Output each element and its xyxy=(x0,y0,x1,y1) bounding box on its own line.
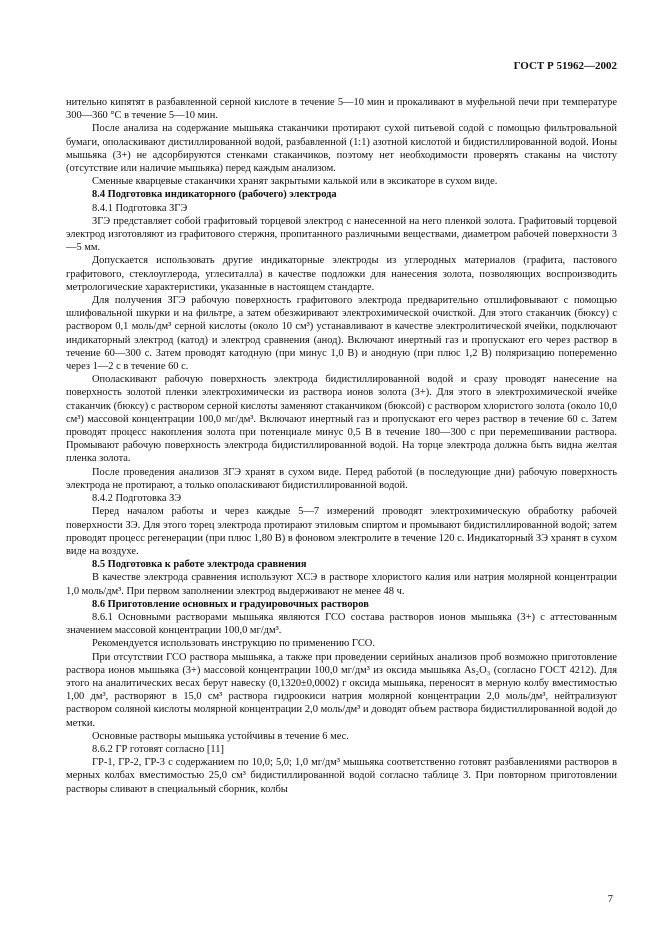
paragraph: Ополаскивают рабочую поверхность электрода бидистиллированной водой и сразу проводят нанесение на поверхность золотой пленки электрохимически из раствора ионов золота (3+). Для этого в электрохимической ячейке стаканчик (бюксу) с раствором серной кислоты заменяют стаканчиком (бюксой) с раствором хлористого золота (около 10,0 см³) массовой концентрации 100,0 мг/дм³. Включают инертный газ и пропускают его через раствор в течение 60 с. Затем проводят процесс накопления золота при потенциале минус 0,5 В в течение 180—300 с при перемешивании раствора. Промывают рабочую поверхность электрода бидистиллированной водой. На торце электрода должна быть видна желтая пленка золота. xyxy=(66,374,617,465)
paragraph: Перед началом работы и через каждые 5—7 измерений проводят электрохимическую обработку рабочей поверхности ЗЭ. Для этого торец электрода протирают этиловым спиртом и промывают бидистиллированной водой; затем проводят процесс регенерации (при плюс 1,80 В) в фоновом электролите в течение 120 с. Индикаторный ЗЭ хранят в сухом виде на воздухе. xyxy=(66,506,617,557)
paragraph: Основные растворы мышьяка устойчивы в течение 6 мес. xyxy=(92,730,349,742)
paragraph: 8.6.1 Основными растворами мышьяка являются ГСО состава растворов ионов мышьяка (3+) с аттестованным значением массовой концентрации 100,0 мг/дм³. xyxy=(66,611,617,637)
paragraph: После проведения анализов ЗГЭ хранят в сухом виде. Перед работой (в последующие дни) рабочую поверхность электрода не протирают, а только ополаскивают бидистиллированной водой. xyxy=(66,466,617,491)
section-heading: 8.6 Приготовление основных и градуировочных растворов xyxy=(92,598,369,610)
page-number: 7 xyxy=(607,894,613,905)
paragraph: В качестве электрода сравнения используют ХСЭ в растворе хлористого калия или натрия молярной концентрации 1,0 моль/дм³. При первом заполнении электрод выдерживают не менее 48 ч. xyxy=(66,572,617,597)
paragraph: ГР-1, ГР-2, ГР-3 с содержанием по 10,0; 5,0; 1,0 мг/дм³ мышьяка соответственно готовят разбавлениями растворов в мерных колбах вместимостью 25,0 см³ бидистиллированной водой согласно таблице 3. При повторном приготовлении растворы сливают в специальный сборник, колбы xyxy=(66,757,617,795)
document-body xyxy=(66,96,617,796)
section-heading: 8.4 Подготовка индикаторного (рабочего) электрода xyxy=(92,189,337,201)
paragraph: Допускается использовать другие индикаторные электроды из углеродных материалов (графита, пастового графитового, стеклоуглерода, углеситалла) в качестве подложки для нанесения золота, позволяющих воспроизводить метрологические характеристики, указанные в настоящем стандарте. xyxy=(66,255,617,293)
paragraph: Сменные кварцевые стаканчики хранят закрытыми калькой или в эксикаторе в сухом виде. xyxy=(92,176,498,188)
document-header: ГОСТ Р 51962—2002 xyxy=(513,60,617,72)
paragraph: Для получения ЗГЭ рабочую поверхность графитового электрода предварительно отшлифовывают с помощью шлифовальной шкурки и на фильтре, а затем обезжиривают электрохимической очисткой. Для этого стаканчик (бюксу) с раствором 0,1 моль/дм³ серной кислоты (около 10 см³) устанавливают в качестве электролитической ячейки, подключают индикаторный электрод (катод) и электрод сравнения (анод). Включают инертный газ и пропускают его через раствор в течение 60—300 с. Затем проводят катодную (при минус 1,0 В) и анодную (при плюс 1,2 В) поляризацию попеременно через 1—2 с в течение 60 с. xyxy=(66,295,617,373)
section-heading: 8.5 Подготовка к работе электрода сравнения xyxy=(92,559,307,571)
paragraph: После анализа на содержание мышьяка стаканчики протирают сухой питьевой содой с помощью фильтровальной бумаги, ополаскивают дистиллированной водой, разбавленной (1:1) азотной кислотой и бидистиллированной водой. Ионы мышьяка (3+) не адсорбируются стенками стаканчиков, поэтому нет необходимости проверять стаканы на чистоту (отсутствие или наличие мышьяка) перед каждым анализом. xyxy=(66,123,617,175)
subsection-heading: 8.6.2 ГР готовят согласно [11] xyxy=(92,743,224,755)
subsection-heading: 8.4.2 Подготовка ЗЭ xyxy=(92,493,182,505)
paragraph: нительно кипятят в разбавленной серной кислоте в течение 5—10 мин и прокаливают в муфельной печи при температуре 300—360 °С в течение 5—10 мин. xyxy=(66,97,617,122)
paragraph: ЗГЭ представляет собой графитовый торцевой электрод с нанесенной на него пленкой золота. Графитовый торцевой электрод изготовляют из графитового стержня, пропитанного различными веществами, диаметром рабочей поверхности 3—5 мм. xyxy=(66,215,617,254)
paragraph: При отсутствии ГСО раствора мышьяка, а также при проведении серийных анализов проб возможно приготовление раствора ионов мышьяка (3+) массовой концентрации 100,0 мг/дм³ из оксида мышьяка As₂O₃ (согласно ГОСТ 4212). Для этого на аналитических весах берут навеску (0,1320±0,0002) г оксида мышьяка, переносят в мерную колбу вместимостью 1,00 дм³, растворяют в 15,0 см³ раствора гидроокиси натрия молярной концентрации 2,0 моль/дм³, нейтрализуют раствором соляной кислоты молярной концентрации 2,0 моль/дм³ и доводят объем раствора бидистиллированной водой до метки. xyxy=(66,651,617,729)
subsection-heading: 8.4.1 Подготовка ЗГЭ xyxy=(92,202,188,214)
paragraph: Рекомендуется использовать инструкцию по применению ГСО. xyxy=(92,638,375,650)
